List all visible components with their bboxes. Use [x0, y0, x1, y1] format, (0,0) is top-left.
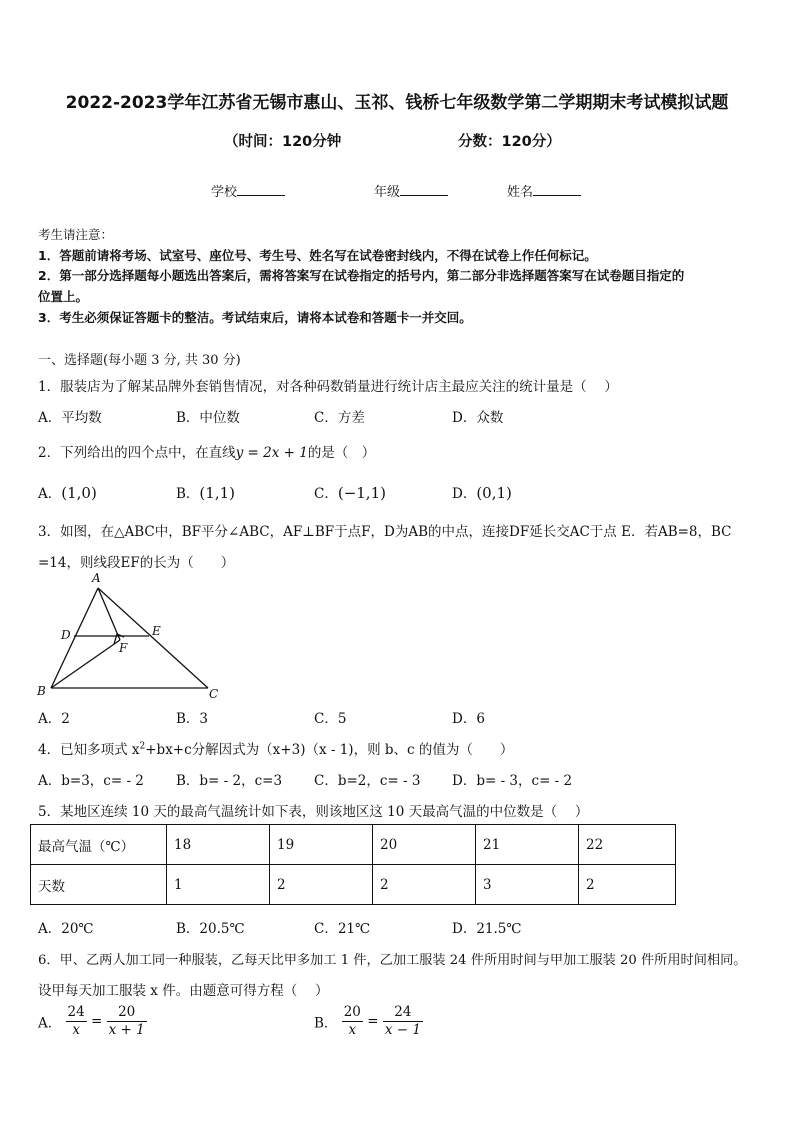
q4-stem	[38, 738, 513, 758]
notice-item-3: 3．考生必须保证答题卡的整洁。考试结束后，请将本试卷和答题卡一并交回。	[38, 310, 472, 325]
equals-sign: =	[367, 1013, 379, 1030]
q2-point-d: (0,1)	[476, 484, 512, 502]
q3-triangle-figure	[30, 570, 230, 702]
grade-blank	[400, 183, 448, 196]
q2-option-d-label: D．	[452, 486, 477, 502]
q5-stem: 5．某地区连续 10 天的最高气温统计如下表，则该地区这 10 天最高气温的中位数是（ ）	[38, 804, 589, 820]
q6-option-a[interactable]	[38, 1004, 147, 1039]
exam-title: 2022-2023学年江苏省无锡市惠山、玉祁、钱桥七年级数学第二学期期末考试模拟试题	[65, 93, 729, 113]
q2-point-b: (1,1)	[199, 484, 235, 502]
grade-label: 年级	[374, 185, 401, 200]
table-cell: 天数	[31, 865, 167, 905]
q2-option-c-label: C．	[314, 486, 338, 502]
side-ac	[98, 588, 208, 688]
q4-option-d[interactable]: D．b= - 3，c= - 2	[452, 773, 573, 789]
q5-option-b[interactable]: B．20.5℃	[176, 921, 245, 937]
grade-field[interactable]	[374, 181, 448, 200]
school-field[interactable]	[211, 181, 285, 200]
fraction-numerator: 24	[67, 1004, 85, 1020]
q2-point-c: (−1,1)	[337, 484, 386, 502]
table-cell: 最高气温（℃）	[31, 825, 167, 865]
q4-option-b[interactable]: B．b= - 2，c=3	[176, 773, 283, 789]
q2-option-a[interactable]	[38, 482, 97, 502]
q2-option-d[interactable]	[452, 482, 512, 502]
table-cell: 21	[476, 825, 579, 865]
q4-stem-b: +bx+c分解因式为（x+3)（x - 1)，则 b、c 的值为（ ）	[145, 742, 514, 758]
notice-item-2-cont: 位置上。	[38, 289, 89, 304]
q1-stem: 1．服装店为了解某品牌外套销售情况，对各种码数销量进行统计店主最应关注的统计量是（ ）	[38, 379, 618, 395]
q2-option-b-label: B．	[176, 486, 200, 502]
fraction-numerator: 20	[107, 1004, 147, 1022]
table-cell: 20	[373, 825, 476, 865]
school-label: 学校	[211, 185, 238, 200]
table-row	[31, 865, 676, 905]
q1-option-b[interactable]: B．中位数	[176, 410, 240, 426]
fraction-numerator: 20	[343, 1004, 361, 1020]
table-cell: 2	[270, 865, 373, 905]
q3-option-a[interactable]: A．2	[38, 711, 70, 727]
q6-b-left-fraction	[342, 1004, 363, 1039]
q2-stem-a: 2．下列给出的四个点中，在直线	[38, 445, 236, 461]
q2-equation: y = 2x + 1	[235, 445, 308, 461]
fraction-numerator: 24	[383, 1004, 423, 1022]
label-c: C	[209, 687, 219, 701]
name-blank	[533, 183, 581, 196]
q5-temperature-table	[30, 824, 676, 905]
q2-option-c[interactable]	[314, 482, 386, 502]
q1-option-a[interactable]: A．平均数	[38, 410, 102, 426]
table-cell: 22	[579, 825, 676, 865]
fraction-denominator: x + 1	[108, 1022, 145, 1038]
q6-stem-line2: 设甲每天加工服装 x 件。由题意可得方程（ ）	[38, 983, 329, 999]
segment-bf	[51, 640, 120, 688]
name-field[interactable]	[507, 181, 581, 200]
q2-point-a: (1,0)	[61, 484, 97, 502]
fraction-denominator: x	[72, 1022, 80, 1038]
label-b: B	[37, 684, 46, 698]
q4-exponent: 2	[139, 741, 146, 752]
segment-af	[98, 588, 120, 640]
q6-a-right-fraction	[107, 1004, 147, 1039]
q6-b-right-fraction	[383, 1004, 423, 1039]
q6-option-b[interactable]	[314, 1004, 423, 1039]
q3-option-b[interactable]: B．3	[176, 711, 209, 727]
fraction-denominator: x	[348, 1022, 357, 1038]
label-f: F	[119, 641, 128, 655]
table-cell: 1	[167, 865, 270, 905]
q3-stem-line1: 3．如图，在△ABC中，BF平分∠ABC，AF⊥BF于点F，D为AB的中点，连接DF延长交AC于点 E．若AB=8，BC	[38, 524, 732, 540]
label-d: D	[61, 628, 71, 642]
label-a: A	[92, 571, 101, 585]
q2-option-b[interactable]	[176, 482, 235, 502]
notice-item-1: 1．答题前请将考场、试室号、座位号、考生号、姓名写在试卷密封线内，不得在试卷上作任何标记。	[38, 248, 597, 263]
q5-option-d[interactable]: D．21.5℃	[452, 921, 522, 937]
q4-option-c[interactable]: C．b=2，c= - 3	[314, 773, 421, 789]
q2-option-a-label: A．	[38, 486, 62, 502]
q3-option-d[interactable]: D．6	[452, 711, 485, 727]
table-cell: 2	[579, 865, 676, 905]
q5-option-a[interactable]: A．20℃	[38, 921, 94, 937]
q6-option-b-label: B．	[314, 1015, 338, 1032]
table-cell: 2	[373, 865, 476, 905]
side-ab	[51, 588, 98, 688]
table-row	[31, 825, 676, 865]
q6-stem-line1: 6．甲、乙两人加工同一种服装，乙每天比甲多加工 1 件，乙加工服装 24 件所用时间与甲加工服装 20 件所用时间相同。	[38, 953, 747, 968]
q3-option-c[interactable]: C．5	[314, 711, 347, 727]
section-heading: 一、选择题(每小题 3 分, 共 30 分)	[38, 353, 241, 368]
q4-option-a[interactable]: A．b=3，c= - 2	[38, 773, 144, 789]
table-cell: 18	[167, 825, 270, 865]
q4-stem-a: 4．已知多项式 x	[38, 742, 140, 758]
q2-stem	[38, 441, 375, 461]
notice-heading: 考生请注意：	[38, 227, 114, 242]
q6-option-a-label: A．	[38, 1015, 62, 1032]
exam-time: （时间：120分钟	[224, 134, 342, 150]
fraction-denominator: x − 1	[384, 1022, 421, 1038]
exam-score: 分数：120分）	[458, 134, 561, 150]
equals-sign: =	[91, 1013, 103, 1030]
q1-option-c[interactable]: C．方差	[314, 410, 365, 426]
name-label: 姓名	[507, 185, 534, 200]
notice-item-2: 2．第一部分选择题每小题选出答案后，需将答案写在试卷指定的括号内，第二部分非选择题答案写在试卷题目指定的	[38, 268, 685, 283]
label-e: E	[152, 624, 161, 638]
q6-a-left-fraction	[66, 1004, 87, 1039]
q2-stem-b: 的是（ ）	[307, 445, 376, 461]
q1-option-d[interactable]: D．众数	[452, 410, 504, 426]
table-cell: 3	[476, 865, 579, 905]
school-blank	[237, 183, 285, 196]
q3-stem-line2: =14，则线段EF的长为（ ）	[38, 555, 235, 571]
q5-option-c[interactable]: C．21℃	[314, 921, 371, 937]
table-cell: 19	[270, 825, 373, 865]
